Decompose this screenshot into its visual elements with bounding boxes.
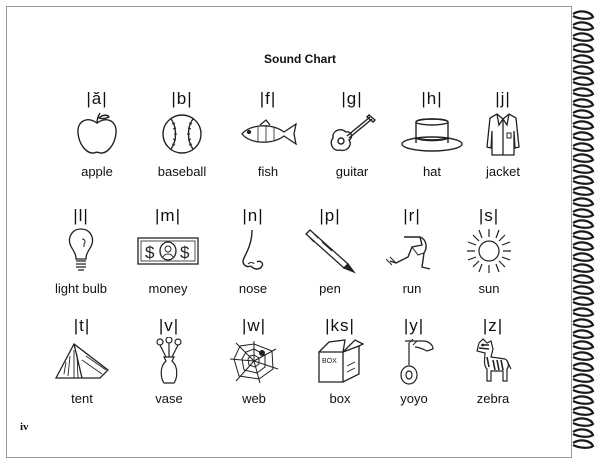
yoyo-icon xyxy=(369,337,459,385)
spiral-coil xyxy=(573,418,593,425)
spiral-coil xyxy=(573,396,593,403)
spiral-coil xyxy=(573,440,593,447)
spiral-coil xyxy=(573,99,593,106)
spiral-coil xyxy=(573,121,593,128)
word-label: vase xyxy=(155,391,183,406)
spiral-coil xyxy=(573,22,593,29)
sound-symbol: |z| xyxy=(482,316,504,335)
spiral-coil xyxy=(573,176,593,183)
sound-card-light-bulb xyxy=(36,205,126,296)
sound-symbol: |f| xyxy=(259,89,277,108)
spiral-coil xyxy=(573,308,593,315)
sound-symbol: |r| xyxy=(403,206,421,225)
word-label: tent xyxy=(71,391,93,406)
sound-card-baseball xyxy=(137,88,227,179)
sound-card-fish xyxy=(223,88,313,179)
sound-card-money xyxy=(123,205,213,296)
spiral-coil xyxy=(573,374,593,381)
sound-symbol: |w| xyxy=(241,316,267,335)
spiral-coil xyxy=(573,132,593,139)
spiral-coil xyxy=(573,88,593,95)
word-label: box xyxy=(329,391,351,406)
svg-text:$: $ xyxy=(145,243,155,262)
spiral-coil xyxy=(573,198,593,205)
page-title: Sound Chart xyxy=(264,52,336,66)
spiral-coil xyxy=(573,297,593,304)
spiral-coil xyxy=(573,165,593,172)
baseball-icon xyxy=(137,110,227,158)
word-label: nose xyxy=(238,281,268,296)
web-icon xyxy=(209,337,299,385)
spiral-coil xyxy=(573,33,593,40)
sound-symbol: |m| xyxy=(155,206,181,225)
spiral-coil xyxy=(573,154,593,161)
spiral-coil xyxy=(573,143,593,150)
spiral-coil xyxy=(573,341,593,348)
word-label: hat xyxy=(422,164,442,179)
sound-symbol: |ă| xyxy=(86,89,108,108)
sound-symbol: |p| xyxy=(319,206,341,225)
sound-card-zebra xyxy=(448,315,538,406)
sound-card-jacket xyxy=(458,88,548,179)
sound-card-vase xyxy=(124,315,214,406)
sound-symbol: |v| xyxy=(158,316,180,335)
sound-symbol: |b| xyxy=(171,89,193,108)
sound-symbol: |ks| xyxy=(325,316,355,335)
sun-icon xyxy=(444,227,534,275)
spiral-coil xyxy=(573,385,593,392)
fish-icon xyxy=(223,110,313,158)
spiral-coil xyxy=(573,209,593,216)
page-number: iv xyxy=(20,421,29,433)
spiral-coil xyxy=(573,253,593,260)
spiral-coil xyxy=(573,363,593,370)
box-label: BOX xyxy=(322,358,337,365)
spiral-coil xyxy=(573,330,593,337)
word-label: jacket xyxy=(486,164,520,179)
spiral-coil xyxy=(573,220,593,227)
sound-card-apple xyxy=(52,88,142,179)
pen-icon xyxy=(285,227,375,275)
word-label: sun xyxy=(478,281,500,296)
apple-icon xyxy=(52,110,142,158)
sound-card-yoyo xyxy=(369,315,459,406)
word-label: baseball xyxy=(157,164,207,179)
money-icon xyxy=(123,227,213,275)
sound-symbol: |h| xyxy=(421,89,443,108)
sound-card-web xyxy=(209,315,299,406)
spiral-coil xyxy=(573,264,593,271)
sound-card-sun xyxy=(444,205,534,296)
spiral-coil xyxy=(573,77,593,84)
word-label: fish xyxy=(257,164,279,179)
spiral-binding xyxy=(571,6,595,458)
tent-icon xyxy=(37,337,127,385)
spiral-coil xyxy=(573,275,593,282)
vase-icon xyxy=(124,337,214,385)
spiral-coil xyxy=(573,429,593,436)
spiral-coil xyxy=(573,231,593,238)
spiral-coil xyxy=(573,44,593,51)
word-label: money xyxy=(148,281,188,296)
sound-symbol: |g| xyxy=(341,89,363,108)
spiral-coil xyxy=(573,110,593,117)
zebra-icon xyxy=(448,337,538,385)
sound-symbol: |t| xyxy=(73,316,91,335)
sound-symbol: |j| xyxy=(495,89,511,108)
word-label: light bulb xyxy=(54,281,108,296)
sound-symbol: |l| xyxy=(73,206,89,225)
guitar-icon xyxy=(307,110,397,158)
spiral-coil xyxy=(573,407,593,414)
word-label: zebra xyxy=(476,391,510,406)
spiral-coil xyxy=(573,11,593,18)
spiral-coil xyxy=(573,66,593,73)
sound-symbol: |y| xyxy=(403,316,425,335)
jacket-icon xyxy=(458,110,548,158)
spiral-coil xyxy=(573,242,593,249)
word-label: web xyxy=(242,391,266,406)
word-label: yoyo xyxy=(400,391,428,406)
sound-card-pen xyxy=(285,205,375,296)
sound-symbol: |s| xyxy=(478,206,500,225)
spiral-coil xyxy=(573,319,593,326)
spiral-coil xyxy=(573,352,593,359)
word-label: run xyxy=(402,281,422,296)
light-bulb-icon xyxy=(36,227,126,275)
svg-text:$: $ xyxy=(180,243,190,262)
sound-card-guitar xyxy=(307,88,397,179)
spiral-coil xyxy=(573,187,593,194)
sound-card-tent xyxy=(37,315,127,406)
spiral-coil xyxy=(573,286,593,293)
sound-symbol: |n| xyxy=(242,206,264,225)
word-label: apple xyxy=(81,164,113,179)
word-label: pen xyxy=(319,281,341,296)
word-label: guitar xyxy=(335,164,369,179)
